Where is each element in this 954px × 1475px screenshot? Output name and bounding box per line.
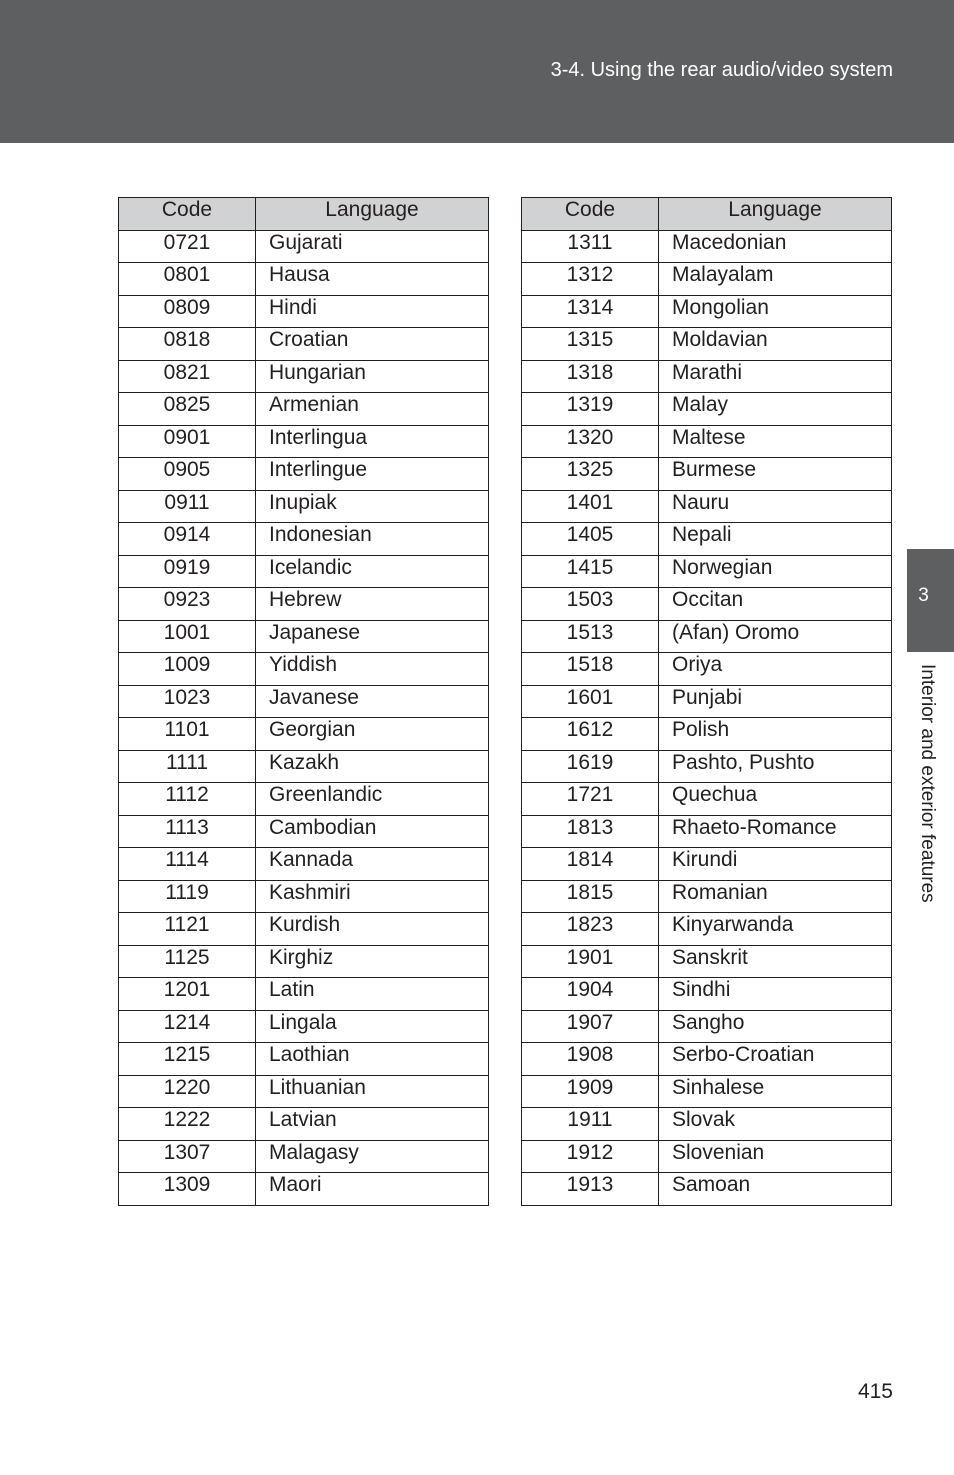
language-code-cell: 1319	[522, 393, 659, 426]
table-row	[119, 653, 489, 686]
code-column-header: Code	[522, 198, 659, 231]
language-name-cell: Kirundi	[659, 848, 892, 881]
language-code-cell: 1121	[119, 913, 256, 946]
table-row	[119, 685, 489, 718]
language-code-cell: 1023	[119, 685, 256, 718]
language-name-cell: Nepali	[659, 523, 892, 556]
language-code-cell: 1220	[119, 1075, 256, 1108]
table-row	[522, 328, 892, 361]
table-row	[522, 685, 892, 718]
language-code-cell: 0809	[119, 295, 256, 328]
language-code-cell: 0825	[119, 393, 256, 426]
language-name-cell: Interlingua	[256, 425, 489, 458]
table-row	[119, 1108, 489, 1141]
table-row	[119, 360, 489, 393]
language-code-cell: 1215	[119, 1043, 256, 1076]
language-code-cell: 1401	[522, 490, 659, 523]
table-header-row	[522, 198, 892, 231]
table-row	[119, 620, 489, 653]
language-name-cell: Quechua	[659, 783, 892, 816]
language-name-cell: Lithuanian	[256, 1075, 489, 1108]
table-row	[119, 848, 489, 881]
language-name-cell: Kinyarwanda	[659, 913, 892, 946]
table-row	[522, 230, 892, 263]
language-code-cell: 1415	[522, 555, 659, 588]
table-row	[119, 1140, 489, 1173]
language-name-cell: Hindi	[256, 295, 489, 328]
language-code-cell: 1815	[522, 880, 659, 913]
language-code-cell: 1907	[522, 1010, 659, 1043]
table-row	[119, 1173, 489, 1206]
table-row	[119, 718, 489, 751]
table-row	[522, 490, 892, 523]
language-name-cell: Burmese	[659, 458, 892, 491]
language-name-cell: Hausa	[256, 263, 489, 296]
table-row	[522, 620, 892, 653]
table-header-row	[119, 198, 489, 231]
language-name-cell: Norwegian	[659, 555, 892, 588]
language-column-header: Language	[256, 198, 489, 231]
table-row	[522, 1010, 892, 1043]
language-code-cell: 1113	[119, 815, 256, 848]
table-row	[119, 945, 489, 978]
table-row	[119, 880, 489, 913]
language-name-cell: Interlingue	[256, 458, 489, 491]
language-name-cell: Samoan	[659, 1173, 892, 1206]
language-name-cell: Kirghiz	[256, 945, 489, 978]
table-row	[119, 295, 489, 328]
language-code-cell: 1721	[522, 783, 659, 816]
language-code-cell: 1114	[119, 848, 256, 881]
table-row	[522, 978, 892, 1011]
table-row	[522, 783, 892, 816]
table-row	[522, 880, 892, 913]
language-name-cell: Latvian	[256, 1108, 489, 1141]
language-code-cell: 1823	[522, 913, 659, 946]
table-row	[522, 750, 892, 783]
language-name-cell: Kannada	[256, 848, 489, 881]
language-code-cell: 1612	[522, 718, 659, 751]
language-code-cell: 1813	[522, 815, 659, 848]
table-row	[119, 815, 489, 848]
language-name-cell: Hungarian	[256, 360, 489, 393]
language-code-cell: 1214	[119, 1010, 256, 1043]
language-name-cell: Oriya	[659, 653, 892, 686]
language-name-cell: Rhaeto-Romance	[659, 815, 892, 848]
table-row	[522, 393, 892, 426]
language-code-cell: 1901	[522, 945, 659, 978]
language-code-cell: 1601	[522, 685, 659, 718]
language-code-cell: 1909	[522, 1075, 659, 1108]
language-name-cell: Nauru	[659, 490, 892, 523]
language-name-cell: Macedonian	[659, 230, 892, 263]
table-row	[119, 490, 489, 523]
language-name-cell: Kashmiri	[256, 880, 489, 913]
language-name-cell: Gujarati	[256, 230, 489, 263]
table-row	[522, 913, 892, 946]
language-name-cell: Armenian	[256, 393, 489, 426]
table-row	[119, 263, 489, 296]
language-code-cell: 1119	[119, 880, 256, 913]
table-row	[522, 848, 892, 881]
table-row	[119, 1010, 489, 1043]
language-code-cell: 0914	[119, 523, 256, 556]
language-name-cell: Maori	[256, 1173, 489, 1206]
code-column-header: Code	[119, 198, 256, 231]
language-code-cell: 1309	[119, 1173, 256, 1206]
language-name-cell: Marathi	[659, 360, 892, 393]
language-name-cell: Slovak	[659, 1108, 892, 1141]
table-row	[522, 1140, 892, 1173]
table-row	[522, 815, 892, 848]
language-name-cell: Romanian	[659, 880, 892, 913]
table-row	[522, 945, 892, 978]
language-code-cell: 1307	[119, 1140, 256, 1173]
table-row	[119, 913, 489, 946]
language-code-cell: 1009	[119, 653, 256, 686]
table-row	[522, 1075, 892, 1108]
language-code-cell: 1518	[522, 653, 659, 686]
language-name-cell: Georgian	[256, 718, 489, 751]
language-code-cell: 0911	[119, 490, 256, 523]
language-code-cell: 1001	[119, 620, 256, 653]
language-code-cell: 1912	[522, 1140, 659, 1173]
language-name-cell: Cambodian	[256, 815, 489, 848]
language-name-cell: Laothian	[256, 1043, 489, 1076]
language-name-cell: Malayalam	[659, 263, 892, 296]
language-code-cell: 1111	[119, 750, 256, 783]
table-row	[522, 523, 892, 556]
language-code-cell: 0801	[119, 263, 256, 296]
language-code-cell: 1125	[119, 945, 256, 978]
language-code-cell: 1112	[119, 783, 256, 816]
table-row	[119, 393, 489, 426]
table-body-left	[119, 230, 489, 1205]
language-name-cell: Kurdish	[256, 913, 489, 946]
language-name-cell: Sinhalese	[659, 1075, 892, 1108]
table-row	[522, 718, 892, 751]
language-code-cell: 1513	[522, 620, 659, 653]
table-row	[119, 783, 489, 816]
language-name-cell: Indonesian	[256, 523, 489, 556]
language-name-cell: Javanese	[256, 685, 489, 718]
language-code-cell: 0923	[119, 588, 256, 621]
language-code-cell: 0721	[119, 230, 256, 263]
language-code-cell: 1814	[522, 848, 659, 881]
header-band	[0, 0, 954, 143]
language-name-cell: Yiddish	[256, 653, 489, 686]
language-name-cell: Malay	[659, 393, 892, 426]
language-code-cell: 1913	[522, 1173, 659, 1206]
language-name-cell: Japanese	[256, 620, 489, 653]
language-name-cell: Inupiak	[256, 490, 489, 523]
table-row	[119, 1075, 489, 1108]
table-row	[522, 1043, 892, 1076]
language-code-cell: 1318	[522, 360, 659, 393]
language-code-cell: 1320	[522, 425, 659, 458]
language-name-cell: Occitan	[659, 588, 892, 621]
language-code-cell: 1101	[119, 718, 256, 751]
language-code-cell: 0905	[119, 458, 256, 491]
chapter-number: 3	[918, 585, 929, 606]
language-code-cell: 1312	[522, 263, 659, 296]
language-name-cell: Icelandic	[256, 555, 489, 588]
language-code-cell: 1222	[119, 1108, 256, 1141]
table-row	[522, 555, 892, 588]
table-row	[522, 588, 892, 621]
table-row	[522, 360, 892, 393]
language-code-table-right	[521, 197, 892, 1206]
table-row	[119, 588, 489, 621]
table-row	[522, 263, 892, 296]
table-row	[522, 425, 892, 458]
language-name-cell: Mongolian	[659, 295, 892, 328]
language-name-cell: Greenlandic	[256, 783, 489, 816]
table-row	[522, 653, 892, 686]
table-row	[119, 978, 489, 1011]
table-row	[119, 425, 489, 458]
language-name-cell: Sindhi	[659, 978, 892, 1011]
language-name-cell: Latin	[256, 978, 489, 1011]
language-code-cell: 1405	[522, 523, 659, 556]
section-title: 3-4. Using the rear audio/video system	[550, 59, 893, 81]
table-row	[119, 1043, 489, 1076]
language-code-cell: 1503	[522, 588, 659, 621]
language-name-cell: Slovenian	[659, 1140, 892, 1173]
table-row	[119, 750, 489, 783]
language-code-cell: 0818	[119, 328, 256, 361]
language-name-cell: Hebrew	[256, 588, 489, 621]
language-name-cell: Sangho	[659, 1010, 892, 1043]
table-row	[119, 458, 489, 491]
language-column-header: Language	[659, 198, 892, 231]
table-row	[119, 555, 489, 588]
table-row	[119, 523, 489, 556]
language-code-cell: 1904	[522, 978, 659, 1011]
language-code-cell: 1619	[522, 750, 659, 783]
language-name-cell: Croatian	[256, 328, 489, 361]
language-code-cell: 1911	[522, 1108, 659, 1141]
table-row	[119, 230, 489, 263]
language-name-cell: (Afan) Oromo	[659, 620, 892, 653]
language-code-cell: 1311	[522, 230, 659, 263]
table-body-right	[522, 230, 892, 1205]
table-row	[522, 1108, 892, 1141]
language-name-cell: Sanskrit	[659, 945, 892, 978]
language-code-cell: 1908	[522, 1043, 659, 1076]
language-name-cell: Serbo-Croatian	[659, 1043, 892, 1076]
language-name-cell: Moldavian	[659, 328, 892, 361]
language-name-cell: Kazakh	[256, 750, 489, 783]
language-code-table-left	[118, 197, 489, 1206]
language-name-cell: Punjabi	[659, 685, 892, 718]
table-row	[119, 328, 489, 361]
table-row	[522, 1173, 892, 1206]
language-code-cell: 1325	[522, 458, 659, 491]
language-code-cell: 1315	[522, 328, 659, 361]
chapter-tab	[907, 549, 954, 652]
language-code-cell: 0919	[119, 555, 256, 588]
table-row	[522, 295, 892, 328]
language-code-cell: 0901	[119, 425, 256, 458]
language-name-cell: Lingala	[256, 1010, 489, 1043]
language-name-cell: Pashto, Pushto	[659, 750, 892, 783]
language-name-cell: Malagasy	[256, 1140, 489, 1173]
table-row	[522, 458, 892, 491]
language-name-cell: Maltese	[659, 425, 892, 458]
language-code-cell: 1201	[119, 978, 256, 1011]
page-number: 415	[857, 1380, 893, 1403]
language-code-cell: 1314	[522, 295, 659, 328]
language-code-cell: 0821	[119, 360, 256, 393]
language-name-cell: Polish	[659, 718, 892, 751]
chapter-label: Interior and exterior features	[917, 664, 938, 903]
